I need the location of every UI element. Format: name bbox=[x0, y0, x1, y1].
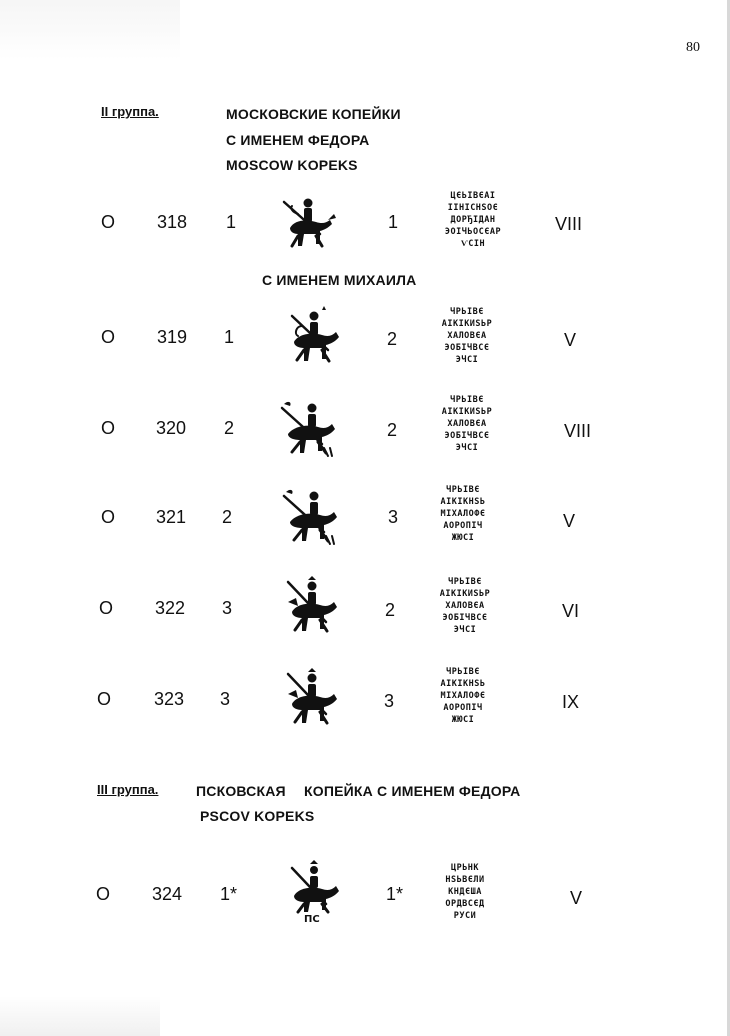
obverse-die: 2 bbox=[222, 507, 233, 527]
catalog-number: 322 bbox=[155, 598, 186, 618]
catalog-number: 324 bbox=[152, 884, 183, 904]
mikhail-subtitle: С ИМЕНЕМ МИХАИЛА bbox=[262, 272, 417, 288]
legend-line: ЧРЬІВЄ bbox=[446, 485, 480, 495]
legend-line: ЭОБІЧВСЄ bbox=[444, 431, 490, 441]
rider-obverse-icon bbox=[278, 396, 342, 460]
group-3-title-line2: PSCOV KOPEKS bbox=[200, 808, 315, 824]
scan-shade bbox=[0, 996, 160, 1036]
reverse-die: 1 bbox=[388, 212, 399, 232]
obverse-die: 1 bbox=[226, 212, 237, 232]
legend-line: АІКІКНЅЬ bbox=[440, 497, 486, 507]
legend-line: АІКІКИЅЬР bbox=[441, 407, 493, 417]
legend-line: АІКІКНЅЬ bbox=[440, 679, 486, 689]
rarity-rating: V bbox=[570, 888, 583, 908]
group-3-title-part2: КОПЕЙКА С ИМЕНЕМ ФЕДОРА bbox=[304, 783, 521, 799]
obverse-die: 1 bbox=[224, 327, 235, 347]
rider-obverse-icon bbox=[276, 190, 340, 254]
legend-line: ѴСІН bbox=[460, 239, 486, 249]
legend-line: ЧРЬІВЄ bbox=[450, 395, 484, 405]
reverse-die: 1* bbox=[386, 884, 404, 904]
legend-line: ЖЮСІ bbox=[451, 533, 475, 543]
reverse-die: 2 bbox=[387, 420, 398, 440]
reverse-legend bbox=[418, 484, 508, 544]
reverse-legend bbox=[428, 190, 518, 250]
legend-line: ХАЛОВЄА bbox=[447, 331, 487, 341]
legend-line: НЅЬВЄЛИ bbox=[445, 875, 485, 885]
reverse-legend bbox=[422, 394, 512, 454]
reverse-die: 3 bbox=[384, 691, 395, 711]
reverse-die: 2 bbox=[387, 329, 398, 349]
row-o-mark: O bbox=[96, 884, 111, 904]
obverse-die: 2 bbox=[224, 418, 235, 438]
row-o-mark: O bbox=[97, 689, 112, 709]
legend-line: ЦЄЬІВЄАІ bbox=[450, 191, 496, 201]
legend-line: ЭОБІЧВСЄ bbox=[442, 613, 488, 623]
rarity-rating: VI bbox=[562, 601, 580, 621]
legend-line: ЧРЬІВЄ bbox=[448, 577, 482, 587]
row-o-mark: O bbox=[101, 507, 116, 527]
group-2-title-line2: С ИМЕНЕМ ФЕДОРА bbox=[226, 132, 370, 148]
legend-line: ЖЮСІ bbox=[451, 715, 475, 725]
rider-obverse-icon bbox=[282, 304, 346, 368]
legend-line: ЭЧСІ bbox=[455, 355, 479, 365]
row-o-mark: O bbox=[99, 598, 114, 618]
group-2-label: II группа. bbox=[101, 104, 159, 119]
legend-line: КНДЄША bbox=[448, 887, 482, 897]
legend-line: АОРОПІЧ bbox=[443, 703, 483, 713]
legend-line: ЧРЬІВЄ bbox=[450, 307, 484, 317]
legend-line: ІІНІСНЅОЄ bbox=[447, 203, 499, 213]
legend-line: АОРОПІЧ bbox=[443, 521, 483, 531]
group-3-title-part1: ПСКОВСКАЯ bbox=[196, 783, 286, 799]
reverse-die: 2 bbox=[385, 600, 396, 620]
page-number: 80 bbox=[686, 40, 700, 55]
row-o-mark: O bbox=[101, 418, 116, 438]
catalog-number: 318 bbox=[157, 212, 188, 232]
catalog-number: 320 bbox=[156, 418, 187, 438]
legend-line: ЭЧСІ bbox=[453, 625, 477, 635]
obverse-die: 3 bbox=[220, 689, 231, 709]
rarity-rating: V bbox=[563, 511, 576, 531]
catalog-number: 321 bbox=[156, 507, 187, 527]
rider-obverse-icon bbox=[280, 666, 344, 730]
group-3-label: III группа. bbox=[97, 782, 159, 797]
legend-line: ОРДВСЄД bbox=[445, 899, 485, 909]
legend-line: ЦРЬНК bbox=[450, 863, 480, 873]
legend-line: ХАЛОВЄА bbox=[447, 419, 487, 429]
reverse-legend bbox=[422, 306, 512, 366]
rider-obverse-icon bbox=[280, 484, 344, 548]
legend-line: МІХАЛОФЄ bbox=[440, 691, 486, 701]
svg-text:ПС: ПС bbox=[304, 914, 320, 924]
reverse-legend bbox=[420, 576, 510, 636]
catalog-number: 323 bbox=[154, 689, 185, 709]
reverse-legend bbox=[420, 862, 510, 922]
rider-obverse-icon bbox=[280, 574, 344, 638]
catalog-number: 319 bbox=[157, 327, 188, 347]
legend-line: ЧРЬІВЄ bbox=[446, 667, 480, 677]
reverse-die: 3 bbox=[388, 507, 399, 527]
legend-line: ХАЛОВЄА bbox=[445, 601, 485, 611]
legend-line: ДОРЂІДАН bbox=[450, 215, 496, 225]
reverse-legend bbox=[418, 666, 508, 726]
legend-line: АІКІКИЅЬР bbox=[439, 589, 491, 599]
legend-line: РУСИ bbox=[453, 911, 477, 921]
legend-line: ЭЧСІ bbox=[455, 443, 479, 453]
obverse-die: 1* bbox=[220, 884, 238, 904]
scan-shade bbox=[0, 0, 180, 60]
rarity-rating: IX bbox=[562, 692, 580, 712]
legend-line: ЭОБІЧВСЄ bbox=[444, 343, 490, 353]
row-o-mark: O bbox=[101, 327, 116, 347]
rider-obverse-icon bbox=[282, 860, 346, 924]
group-2-title-line3: MOSCOW KOPEKS bbox=[226, 157, 358, 173]
rarity-rating: VIII bbox=[555, 214, 583, 234]
legend-line: МІХАЛОФЄ bbox=[440, 509, 486, 519]
legend-line: ЭОІЧЬОСЄАР bbox=[444, 227, 502, 237]
group-2-title-line1: МОСКОВСКИЕ КОПЕЙКИ bbox=[226, 106, 401, 122]
rarity-rating: VIII bbox=[564, 421, 592, 441]
row-o-mark: O bbox=[101, 212, 116, 232]
obverse-die: 3 bbox=[222, 598, 233, 618]
legend-line: АІКІКИЅЬР bbox=[441, 319, 493, 329]
rarity-rating: V bbox=[564, 330, 577, 350]
